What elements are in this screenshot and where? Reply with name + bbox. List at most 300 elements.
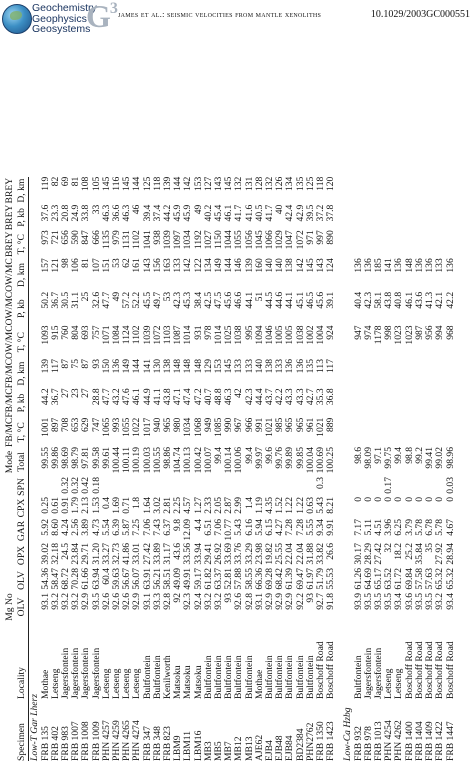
table-cell: 994: [434, 325, 446, 340]
table-cell: 629: [80, 417, 92, 433]
table-cell: 98.8: [403, 447, 415, 464]
table-cell: 98.69: [59, 447, 71, 469]
table-cell: 92.8: [243, 593, 255, 610]
table-cell: 98.79: [70, 447, 82, 469]
table-cell: 1002: [304, 325, 316, 345]
table-cell: 42.3: [243, 388, 255, 406]
table-cell: 1178: [373, 325, 385, 345]
table-cell: 2.13: [80, 497, 92, 514]
table-cell: Jagersfontein: [373, 647, 385, 699]
table-cell: 1.53: [90, 497, 102, 514]
table-cell: 92.6: [111, 593, 122, 610]
table-cell: 1014: [213, 325, 225, 345]
table-cell: 99.76: [274, 447, 286, 469]
table-cell: PHN 4259: [111, 720, 122, 761]
table-cell: 93: [304, 593, 316, 603]
column-header-top: [4, 621, 16, 699]
table-cell: 37.8: [325, 204, 337, 222]
table-cell: 590: [70, 230, 82, 245]
table-cell: PHN 4262: [393, 720, 405, 761]
table-cell: [245, 477, 255, 497]
table-cell: 1192: [192, 230, 204, 250]
table-cell: 6.16: [243, 519, 255, 536]
table-cell: 93.2: [70, 593, 82, 610]
table-cell: 42.9: [294, 204, 306, 222]
table-cell: 144: [172, 176, 184, 192]
table-cell: 1025: [223, 325, 235, 345]
table-cell: 46: [131, 204, 143, 215]
table-cell: 60.4: [100, 568, 112, 585]
g3-letter: G: [86, 0, 110, 34]
table-cell: 99.4: [393, 447, 405, 464]
table-cell: 35: [424, 543, 436, 553]
doi: 10.1029/2003GC000551: [370, 9, 470, 20]
table-cell: 32: [383, 543, 395, 553]
table-cell: 33.27: [100, 543, 112, 565]
table-cell: 100.25: [325, 447, 337, 474]
table-cell: 5.11: [362, 519, 374, 536]
table-cell: 1005: [284, 325, 296, 345]
table-cell: FRB 1008: [80, 721, 92, 761]
table-cell: 42.3: [172, 291, 184, 309]
column-header: T, °C: [15, 234, 27, 255]
table-cell: 143: [141, 258, 153, 273]
table-cell: [446, 418, 456, 447]
table-cell: 1038: [294, 325, 306, 345]
table-cell: 747: [90, 417, 102, 433]
table-cell: Bultfontein: [233, 655, 245, 699]
table-cell: 1065: [100, 417, 112, 437]
table-cell: Boschoff Road: [403, 641, 415, 699]
table-cell: 26.6: [325, 543, 337, 560]
table-cell: 1014: [182, 325, 194, 345]
table-cell: 1044: [223, 230, 235, 250]
table-cell: 104.74: [172, 447, 184, 474]
table-cell: 991: [253, 417, 265, 433]
table-cell: 1047: [284, 230, 296, 250]
table-cell: [415, 477, 425, 497]
table-cell: 44.9: [141, 388, 153, 406]
table-cell: PHN 4265: [121, 720, 133, 761]
table-cell: 28.8: [90, 388, 102, 406]
table-cell: 20.8: [59, 204, 71, 222]
table-cell: Boschoff Road: [444, 641, 456, 699]
table-cell: [446, 205, 456, 231]
table-cell: 136: [424, 258, 436, 273]
table-cell: 93.5: [424, 593, 436, 610]
table-cell: 145: [121, 176, 133, 192]
table-cell: 134: [202, 258, 214, 273]
table-cell: [405, 359, 415, 388]
column-header-top: BREY: [3, 177, 15, 204]
table-cell: 82: [49, 176, 61, 187]
table-cell: 1017: [141, 417, 153, 437]
table-cell: 5.55: [304, 519, 316, 536]
table-cell: 75: [70, 358, 82, 369]
table-cell: FRB 347: [141, 726, 153, 761]
table-cell: Bultfontein: [141, 655, 153, 699]
table-cell: 133: [274, 358, 286, 374]
table-cell: 23.84: [70, 543, 82, 565]
table-cell: [435, 418, 445, 447]
table-cell: 967: [233, 417, 245, 433]
table-cell: 93.4: [393, 593, 405, 610]
table-cell: 1068: [192, 417, 204, 437]
table-cell: 36.8: [325, 388, 337, 406]
table-cell: 47.4: [182, 388, 194, 406]
table-cell: [394, 388, 404, 417]
table-cell: 41.7: [264, 204, 276, 222]
table-cell: 68.72: [59, 568, 71, 590]
table-cell: 5.43: [233, 519, 245, 536]
table-cell: [435, 205, 445, 231]
table-cell: [354, 477, 364, 497]
table-cell: 42.5: [202, 291, 214, 309]
table-cell: Bultfontein: [294, 655, 306, 699]
table-cell: 757: [90, 325, 102, 340]
table-cell: 81: [80, 258, 92, 268]
table-cell: 99.02: [434, 447, 446, 469]
table-cell: 138: [284, 258, 296, 273]
table-cell: 29.41: [202, 543, 214, 565]
column-header-top: FB/MC: [3, 388, 15, 418]
table-cell: 113: [315, 358, 327, 374]
table-cell: 0.32: [59, 477, 71, 494]
table-cell: Boschoff Road: [413, 641, 425, 699]
table-cell: 133: [243, 358, 255, 374]
table-cell: Letseng: [49, 668, 61, 699]
table-cell: 965: [162, 417, 174, 433]
table-cell: [122, 477, 132, 497]
table-cell: FRB 1400: [403, 721, 415, 761]
table-cell: 9.34: [315, 519, 327, 536]
column-header: GAR: [15, 520, 27, 542]
table-header: [4, 177, 29, 761]
table-cell: 33.89: [151, 543, 163, 565]
table-cell: FRB 1404: [413, 721, 425, 761]
table-cell: 1085: [213, 417, 225, 437]
table-cell: 23.3: [49, 204, 61, 222]
table-cell: 53: [111, 258, 122, 268]
table-cell: 54.36: [39, 568, 51, 590]
table-cell: PHN 4254: [383, 720, 395, 761]
column-header-top: [4, 568, 16, 593]
table-cell: 125: [304, 176, 316, 192]
table-cell: 27.92: [434, 543, 446, 565]
table-cell: 1102: [131, 325, 143, 345]
table-cell: 46.1: [403, 291, 415, 309]
table-cell: 0: [383, 497, 395, 502]
table-cell: 31.17: [162, 543, 174, 565]
table-cell: 1135: [100, 230, 112, 250]
table-cell: 145: [100, 176, 112, 192]
table-cell: FRB 978: [362, 726, 374, 761]
table-cell: 93.2: [49, 593, 61, 610]
header-row-2: [16, 177, 28, 761]
table-cell: 148: [192, 358, 204, 374]
table-cell: [374, 418, 384, 447]
table-cell: BD2384: [294, 728, 306, 761]
table-cell: 66.36: [253, 568, 265, 590]
table-cell: 956: [424, 325, 436, 340]
table-cell: 144: [131, 358, 143, 374]
table-cell: 45.5: [141, 291, 153, 309]
table-cell: 39.1: [325, 291, 337, 309]
table-cell: 93.2: [59, 593, 71, 610]
table-cell: 3.79: [403, 519, 415, 536]
table-cell: 138: [264, 358, 276, 374]
table-cell: 100.13: [182, 447, 194, 474]
table-cell: FRB 1007: [70, 721, 82, 761]
table-cell: 51.79: [315, 568, 327, 590]
table-cell: 7.17: [352, 519, 364, 536]
table-cell: 1039: [141, 325, 153, 345]
table-cell: 99.86: [49, 447, 61, 469]
table-cell: [354, 205, 364, 231]
table-cell: [374, 230, 384, 258]
table-cell: 100.11: [121, 447, 133, 474]
table-cell: 0.61: [49, 497, 61, 514]
table-cell: 973: [39, 230, 51, 245]
table-cell: 43.3: [284, 388, 296, 406]
table-cell: [405, 477, 415, 497]
table-cell: Bultfontein: [223, 655, 235, 699]
table-cell: [415, 177, 425, 205]
table-cell: 5.78: [413, 519, 425, 536]
table-cell: 3.89: [80, 519, 92, 536]
table-cell: 45.6: [315, 291, 327, 309]
table-cell: 5.87: [121, 519, 133, 536]
table-cell: 931: [192, 325, 204, 340]
table-cell: 53: [162, 291, 174, 302]
table-cell: 128: [253, 176, 265, 192]
table-cell: Jagersfontein: [70, 647, 82, 699]
table-cell: 18.2: [393, 543, 405, 560]
table-cell: 92.9: [264, 593, 276, 610]
table-cell: 119: [39, 176, 51, 191]
table-cell: 87: [80, 358, 92, 369]
table-cell: 897: [49, 417, 61, 433]
column-header: SPN: [15, 478, 27, 496]
table-cell: MB7: [223, 741, 235, 761]
table-cell: 1034: [182, 417, 194, 437]
table-cell: 0.71: [121, 497, 133, 514]
table-cell: Bultfontein: [213, 655, 225, 699]
table-cell: 0.4: [100, 497, 112, 509]
table-cell: Bultfontein: [352, 655, 364, 699]
table-cell: 93.2: [434, 593, 446, 610]
table-cell: 47.1: [172, 388, 184, 406]
table-cell: 980: [172, 417, 184, 433]
table-cell: 1072: [294, 230, 306, 250]
table-cell: 949: [202, 417, 214, 433]
table-cell: 0.03: [444, 477, 456, 494]
table-cell: 947: [352, 325, 364, 340]
table-cell: FRB 1009: [90, 721, 102, 761]
table-cell: 1.19: [253, 497, 265, 514]
table-cell: 2.87: [223, 497, 235, 514]
table-cell: Jagersfontein: [362, 647, 374, 699]
table-cell: 0.17: [383, 477, 395, 494]
header-row-1: [4, 177, 16, 761]
table-cell: [394, 177, 404, 205]
table-cell: 149: [213, 258, 225, 273]
table-cell: 1005: [274, 325, 286, 345]
table-cell: 143: [213, 176, 225, 192]
table-cell: 69: [59, 176, 71, 187]
table-cell: 49.91: [182, 568, 194, 590]
table-cell: 49: [111, 291, 122, 302]
table-cell: 1004: [315, 325, 327, 345]
table-cell: [296, 477, 306, 497]
table-cell: 0.32: [70, 477, 82, 494]
table-cell: 44.2: [162, 204, 174, 222]
table-cell: Mothae: [39, 669, 51, 699]
table-cell: [102, 477, 112, 497]
column-header-top: Mode: [3, 450, 15, 474]
table-cell: 118: [315, 176, 327, 191]
table-cell: 50.2: [39, 291, 51, 309]
table-cell: Mothae: [253, 669, 265, 699]
table-cell: 36.7: [49, 388, 61, 406]
table-cell: 108: [80, 176, 92, 192]
table-cell: 98.86: [162, 447, 174, 469]
table-cell: 31.20: [90, 543, 102, 565]
table-cell: 4.27: [274, 519, 286, 536]
table-cell: 7.25: [131, 519, 143, 536]
table-cell: 163: [162, 258, 174, 273]
column-header-top: [4, 699, 16, 761]
table-cell: 1084: [111, 325, 122, 345]
table-cell: [415, 418, 425, 447]
table-cell: Boschoff Road: [434, 641, 446, 699]
table-cell: 93.1: [141, 593, 153, 610]
table-cell: [425, 230, 435, 258]
table-cell: 1071: [100, 325, 112, 345]
table-cell: 33.76: [233, 543, 245, 565]
table-cell: 99.85: [294, 447, 306, 469]
table-cell: 25.2: [403, 543, 415, 560]
table-cell: 93.1: [39, 593, 51, 610]
table-cell: [354, 177, 364, 205]
table-row: [435, 177, 445, 761]
table-cell: 98.6: [352, 447, 364, 464]
table-cell: 1.22: [294, 497, 306, 514]
table-cell: 132: [233, 176, 245, 192]
table-cell: 58.51: [162, 568, 174, 590]
table-cell: FRB 983: [59, 726, 71, 761]
table-cell: 978: [202, 325, 214, 340]
table-cell: FRB 932: [352, 726, 364, 761]
table-cell: 57.88: [233, 568, 245, 590]
table-cell: 43.3: [294, 388, 306, 406]
table-cell: [394, 230, 404, 258]
table-cell: 0: [362, 497, 374, 502]
table-cell: Boschoff Road: [424, 641, 436, 699]
table-cell: 987: [413, 325, 425, 340]
group-heading: Low-T Gar Lherz: [29, 693, 41, 761]
table-cell: 0.42: [80, 477, 92, 494]
table-cell: Letseng: [121, 668, 133, 699]
table-cell: 5.78: [434, 519, 446, 536]
table-cell: 5.92: [39, 519, 51, 536]
table-cell: MB12: [233, 736, 245, 761]
table-cell: 6.39: [111, 519, 122, 536]
table-cell: [435, 388, 445, 417]
table-cell: 27.42: [141, 543, 153, 565]
table-cell: 58.47: [49, 568, 61, 590]
table-cell: 49.09: [172, 568, 184, 590]
table-cell: [394, 205, 404, 231]
table-cell: 37.4: [151, 204, 163, 222]
table-cell: 148: [182, 358, 194, 374]
table-cell: 49: [192, 204, 204, 215]
table-cell: 6.25: [393, 519, 405, 536]
table-cell: [275, 477, 285, 497]
table-cell: 63.52: [383, 568, 395, 590]
table-cell: 47.5: [213, 291, 225, 309]
table-cell: 99.89: [284, 447, 296, 469]
table-cell: 122: [192, 258, 204, 273]
table-cell: 98: [59, 258, 71, 268]
table-cell: 153: [192, 176, 204, 192]
table-cell: 92.6: [121, 593, 133, 610]
table-cell: Letseng: [100, 668, 112, 699]
globe-logo-icon: [2, 4, 32, 34]
table-cell: 148: [172, 358, 184, 374]
table-cell: 61.26: [352, 568, 364, 590]
table-cell: [354, 230, 364, 258]
table-cell: 2.25: [172, 497, 184, 514]
table-cell: 63.37: [213, 568, 225, 590]
table-cell: 0.25: [39, 497, 51, 514]
table-cell: 92.9: [284, 593, 296, 610]
table-cell: [234, 477, 244, 497]
table-cell: 100.19: [131, 447, 143, 474]
table-cell: 135: [294, 176, 306, 192]
table-cell: 140: [274, 258, 286, 273]
table-cell: 148: [403, 258, 415, 273]
table-cell: 70.28: [70, 568, 82, 590]
table-cell: 55.53: [325, 568, 337, 590]
table-cell: 1.64: [141, 497, 153, 514]
table-cell: 133: [434, 258, 446, 273]
column-header-top: [4, 519, 16, 543]
table-cell: [384, 359, 394, 388]
table-cell: [394, 477, 404, 497]
table-cell: 938: [151, 230, 163, 245]
table-cell: 99.75: [383, 447, 395, 469]
table-cell: 61.97: [304, 568, 316, 590]
table-cell: 1087: [172, 325, 184, 345]
table-cell: 44.6: [274, 291, 286, 309]
table-cell: 915: [49, 325, 61, 340]
table-cell: 100.06: [233, 447, 245, 474]
table-cell: 41.86: [121, 543, 133, 565]
table-cell: 46.3: [223, 388, 235, 406]
table-cell: 28.29: [362, 543, 374, 565]
table-cell: 3.02: [151, 497, 163, 514]
column-header: OLV: [15, 597, 27, 617]
table-cell: [153, 477, 163, 497]
table-cell: 1046: [264, 325, 276, 345]
column-header: T, °C: [15, 332, 27, 353]
table-cell: 1093: [39, 325, 51, 345]
table-cell: 2.81: [162, 497, 174, 514]
table-cell: 22.04: [284, 543, 296, 565]
table-cell: 126: [274, 176, 286, 192]
column-header-top: Mg No: [3, 593, 15, 621]
